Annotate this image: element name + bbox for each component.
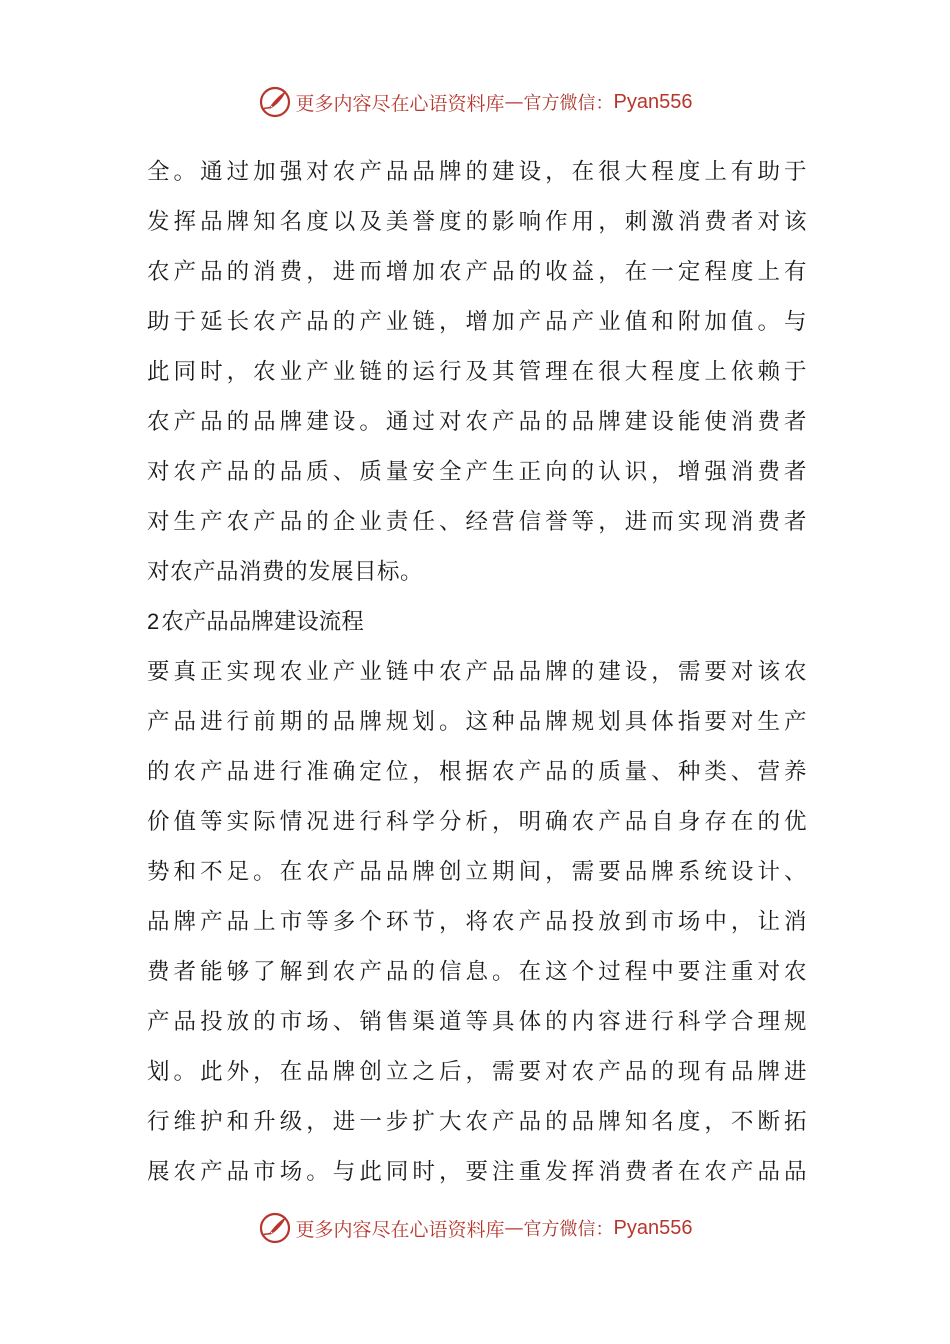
quill-pen-logo-icon — [258, 1211, 292, 1245]
footer-watermark-banner — [0, 1208, 950, 1248]
text-line: 发挥品牌知名度以及美誉度的影响作用，刺激消费者对该 — [147, 209, 807, 235]
section-heading-text: 农产品品牌建设流程 — [161, 609, 364, 635]
watermark-wechat-label: 官方微信： — [523, 93, 614, 114]
text-line: 农产品的消费，进而增加农产品的收益，在一定程度上有 — [147, 259, 807, 285]
text-line: 价值等实际情况进行科学分析，明确农产品自身存在的优 — [147, 809, 807, 835]
watermark-separator: — — [504, 1217, 524, 1239]
text-line: 对农产品的品质、质量安全产生正向的认识，增强消费者 — [147, 459, 807, 485]
watermark-main-text: 更多内容尽在心语资料库 — [295, 92, 505, 115]
quill-pen-logo-icon — [258, 85, 292, 119]
watermark-wechat-label: 官方微信： — [523, 1219, 614, 1240]
text-line: 产品进行前期的品牌规划。这种品牌规划具体指要对生产 — [147, 709, 807, 735]
watermark-wechat-id: Pyan556 — [613, 1216, 693, 1239]
section-heading — [147, 597, 807, 647]
document-body — [147, 147, 807, 1197]
text-line: 农产品的品牌建设。通过对农产品的品牌建设能使消费者 — [147, 409, 807, 435]
text-line: 对农产品消费的发展目标。 — [147, 559, 424, 585]
paragraph-1 — [147, 147, 807, 597]
watermark-wechat-id: Pyan556 — [613, 90, 693, 113]
paragraph-2 — [147, 647, 807, 1197]
text-line: 的农产品进行准确定位，根据农产品的质量、种类、营养 — [147, 759, 807, 785]
text-line: 全。通过加强对农产品品牌的建设，在很大程度上有助于 — [147, 159, 807, 185]
watermark-separator: — — [504, 91, 524, 113]
text-line: 此同时，农业产业链的运行及其管理在很大程度上依赖于 — [147, 359, 807, 385]
text-line: 行维护和升级，进一步扩大农产品的品牌知名度，不断拓 — [147, 1109, 807, 1135]
text-line: 划。此外，在品牌创立之后，需要对农产品的现有品牌进 — [147, 1059, 807, 1085]
text-line: 对生产农产品的企业责任、经营信誉等，进而实现消费者 — [147, 509, 807, 535]
header-watermark-banner — [0, 82, 950, 122]
text-line: 品牌产品上市等多个环节，将农产品投放到市场中，让消 — [147, 909, 807, 935]
text-line: 费者能够了解到农产品的信息。在这个过程中要注重对农 — [147, 959, 807, 985]
watermark-main-text: 更多内容尽在心语资料库 — [295, 1218, 505, 1241]
text-line: 势和不足。在农产品品牌创立期间，需要品牌系统设计、 — [147, 859, 807, 885]
section-heading-number: 2 — [147, 609, 160, 634]
text-line: 展农产品市场。与此同时，要注重发挥消费者在农产品品 — [147, 1159, 807, 1185]
text-line: 产品投放的市场、销售渠道等具体的内容进行科学合理规 — [147, 1009, 807, 1035]
text-line: 要真正实现农业产业链中农产品品牌的建设，需要对该农 — [147, 659, 807, 685]
text-line: 助于延长农产品的产业链，增加产品产业值和附加值。与 — [147, 309, 807, 335]
